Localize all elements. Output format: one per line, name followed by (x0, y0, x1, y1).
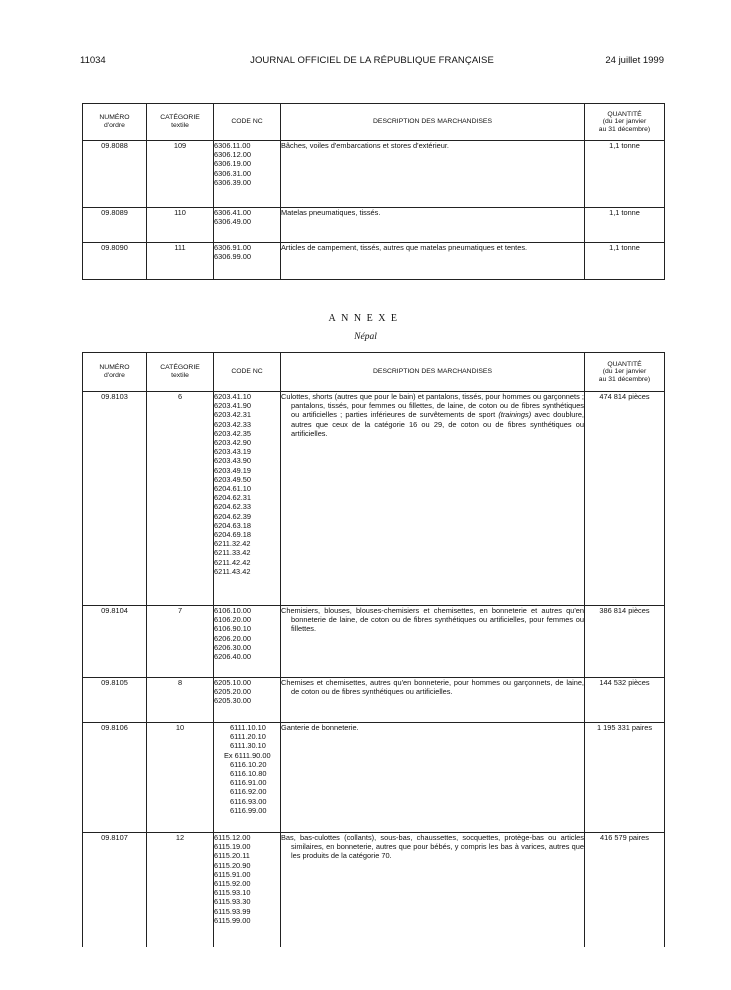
row-quantite: 416 579 paires (585, 833, 665, 947)
col-categorie: CATÉGORIE textile (147, 353, 214, 392)
row-codes: 6115.12.00 6115.19.00 6115.20.11 6115.20.90 6115.91.00 6115.92.00 6115.93.10 6115.93.30 6115.93.99 6115.99.00 (214, 833, 281, 947)
col-numero: NUMÉRO d'ordre (83, 353, 147, 392)
row-numero: 09.8103 (83, 392, 147, 606)
table-row (83, 208, 665, 243)
row-numero: 09.8106 (83, 723, 147, 833)
table-row (83, 141, 665, 208)
row-numero: 09.8088 (83, 141, 147, 208)
journal-title: JOURNAL OFFICIEL DE LA RÉPUBLIQUE FRANÇAISE (250, 55, 494, 66)
row-description: Culottes, shorts (autres que pour le bain) et pantalons, tissés, pour hommes ou garçonnets ; pantalons, tissés, pour femmes ou fillettes, de laine, de coton ou de fibres synthétiques ou artificielles ; parties inférieures de survêtements de sport (trainings) avec doublure, autres que ceux de la catégorie 16 ou 29, de coton ou de fibres synthétiques ou artificielles. (281, 392, 585, 606)
row-quantite: 1 195 331 paires (585, 723, 665, 833)
col-description: DESCRIPTION DES MARCHANDISES (281, 353, 585, 392)
row-numero: 09.8104 (83, 606, 147, 678)
row-categorie: 7 (147, 606, 214, 678)
row-numero: 09.8107 (83, 833, 147, 947)
table-header-row (83, 353, 665, 392)
row-description: Bâches, voiles d'embarcations et stores d'extérieur. (281, 141, 585, 208)
row-categorie: 109 (147, 141, 214, 208)
row-categorie: 10 (147, 723, 214, 833)
row-quantite: 1,1 tonne (585, 243, 665, 280)
row-codes: 6205.10.00 6205.20.00 6205.30.00 (214, 678, 281, 723)
row-categorie: 111 (147, 243, 214, 280)
row-categorie: 8 (147, 678, 214, 723)
row-numero: 09.8090 (83, 243, 147, 280)
table-row (83, 723, 665, 833)
row-numero: 09.8105 (83, 678, 147, 723)
annex-title: ANNEXE (328, 313, 403, 324)
table-header-row (83, 104, 665, 141)
annex-country: Népal (354, 332, 377, 342)
row-description: Articles de campement, tissés, autres que matelas pneumatiques et tentes. (281, 243, 585, 280)
table-row (83, 833, 665, 947)
row-codes: 6203.41.10 6203.41.90 6203.42.31 6203.42.33 6203.42.35 6203.42.90 6203.43.19 6203.43.90 6203.49.19 6203.49.50 6204.61.10 6204.62.31 6204.62.33 6204.62.39 6204.63.18 6204.69.18 6211.32.42 6211.33.42 6211.42.42 6211.43.42 (214, 392, 281, 606)
col-code: CODE NC (214, 353, 281, 392)
row-codes: 6306.91.00 6306.99.00 (214, 243, 281, 280)
col-code: CODE NC (214, 104, 281, 141)
row-quantite: 386 814 pièces (585, 606, 665, 678)
col-quantite: QUANTITÉ (du 1er janvier au 31 décembre) (585, 353, 665, 392)
page-number: 11034 (80, 55, 106, 66)
row-categorie: 110 (147, 208, 214, 243)
col-quantite: QUANTITÉ (du 1er janvier au 31 décembre) (585, 104, 665, 141)
table-row (83, 243, 665, 280)
row-quantite: 1,1 tonne (585, 141, 665, 208)
quota-table-1 (82, 103, 665, 280)
row-description: Bas, bas-culottes (collants), sous-bas, chaussettes, socquettes, protège-bas ou articles similaires, en bonneterie, autres que pour bébés, y compris les bas à varices, autres que les produits de la catégorie 70. (281, 833, 585, 947)
publication-date: 24 juillet 1999 (605, 55, 664, 66)
row-codes: 6306.41.00 6306.49.00 (214, 208, 281, 243)
row-description: Ganterie de bonneterie. (281, 723, 585, 833)
row-codes: 6106.10.00 6106.20.00 6106.90.10 6206.20.00 6206.30.00 6206.40.00 (214, 606, 281, 678)
page-header (80, 55, 664, 69)
table-row (83, 392, 665, 606)
row-quantite: 144 532 pièces (585, 678, 665, 723)
quota-table-nepal (82, 352, 665, 947)
row-categorie: 12 (147, 833, 214, 947)
table-row (83, 606, 665, 678)
row-description: Chemisiers, blouses, blouses-chemisiers et chemisettes, en bonneterie et autres qu'en bonneterie de laine, de coton ou de fibres synthétiques ou artificielles, pour femmes ou fillettes. (281, 606, 585, 678)
table-row (83, 678, 665, 723)
row-description: Matelas pneumatiques, tissés. (281, 208, 585, 243)
row-description: Chemises et chemisettes, autres qu'en bonneterie, pour hommes ou garçonnets, de laine, de coton ou de fibres synthétiques ou artificielles. (281, 678, 585, 723)
row-codes: 6306.11.00 6306.12.00 6306.19.00 6306.31.00 6306.39.00 (214, 141, 281, 208)
row-codes: 6111.10.10 6111.20.10 6111.30.10 Ex 6111.90.00 6116.10.20 6116.10.80 6116.91.00 6116.92.00 6116.93.00 6116.99.00 (214, 723, 281, 833)
row-categorie: 6 (147, 392, 214, 606)
col-categorie: CATÉGORIE textile (147, 104, 214, 141)
row-numero: 09.8089 (83, 208, 147, 243)
col-numero: NUMÉRO d'ordre (83, 104, 147, 141)
col-description: DESCRIPTION DES MARCHANDISES (281, 104, 585, 141)
row-quantite: 1,1 tonne (585, 208, 665, 243)
row-quantite: 474 814 pièces (585, 392, 665, 606)
